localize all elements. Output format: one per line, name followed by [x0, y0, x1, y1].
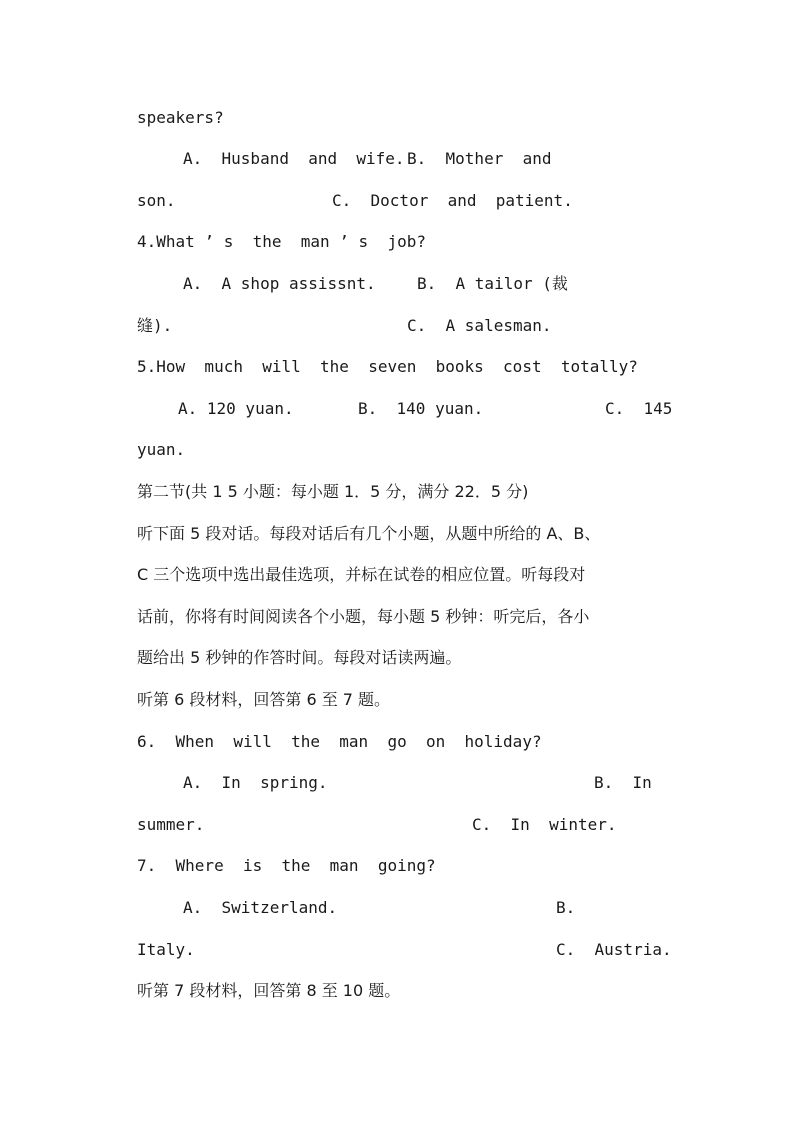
question-3-stem-end: speakers?: [137, 108, 224, 127]
question-4-option-c: C. A salesman.: [407, 316, 552, 335]
question-3-option-b: B. Mother and: [407, 149, 552, 168]
question-6-stem: 6. When will the man go on holiday?: [137, 732, 542, 751]
question-7-option-b-end: Italy.: [137, 940, 195, 959]
material-6-heading: 听第 6 段材料，回答第 6 至 7 题。: [137, 690, 391, 709]
question-3-option-b-end: son.: [137, 191, 176, 210]
section-2-heading: 第二节(共 1 5 小题：每小题 1．5 分，满分 22．5 分): [137, 482, 529, 501]
question-7-option-b: B.: [556, 898, 576, 917]
question-5-stem: 5.How much will the seven books cost totally?: [137, 357, 638, 376]
question-5-option-c-end: yuan.: [137, 440, 186, 459]
section-2-instructions-line-4: 题给出 5 秒钟的作答时间。每段对话读两遍。: [137, 648, 462, 667]
question-7-stem: 7. Where is the man going?: [137, 856, 436, 875]
question-5-option-c: C. 145: [605, 399, 673, 418]
section-2-instructions-line-1: 听下面 5 段对话。每段对话后有几个小题，从题中所给的 A、B、: [137, 524, 601, 543]
question-3-option-c: C. Doctor and patient.: [332, 191, 573, 210]
question-4-option-b: B. A tailor (裁: [417, 274, 568, 293]
question-7-option-c: C. Austria.: [556, 940, 672, 959]
section-2-instructions-line-3: 话前，你将有时间阅读各个小题，每小题 5 秒钟：听完后，各小: [137, 607, 590, 626]
question-6-option-b: B. In: [594, 773, 652, 792]
question-7-option-a: A. Switzerland.: [183, 898, 338, 917]
question-4-option-b-end: 缝).: [137, 316, 173, 335]
question-6-option-c: C. In winter.: [472, 815, 617, 834]
question-3-option-a: A. Husband and wife.: [183, 149, 405, 168]
question-6-option-b-end: summer.: [137, 815, 205, 834]
question-6-option-a: A. In spring.: [183, 773, 328, 792]
question-5-option-a: A. 120 yuan.: [178, 399, 294, 418]
section-2-instructions-line-2: C 三个选项中选出最佳选项，并标在试卷的相应位置。听每段对: [137, 565, 586, 584]
question-4-stem: 4.What ’ s the man ’ s job?: [137, 232, 426, 251]
question-5-option-b: B. 140 yuan.: [358, 399, 484, 418]
material-7-heading: 听第 7 段材料，回答第 8 至 10 题。: [137, 981, 401, 1000]
question-4-option-a: A. A shop assissnt.: [183, 274, 376, 293]
